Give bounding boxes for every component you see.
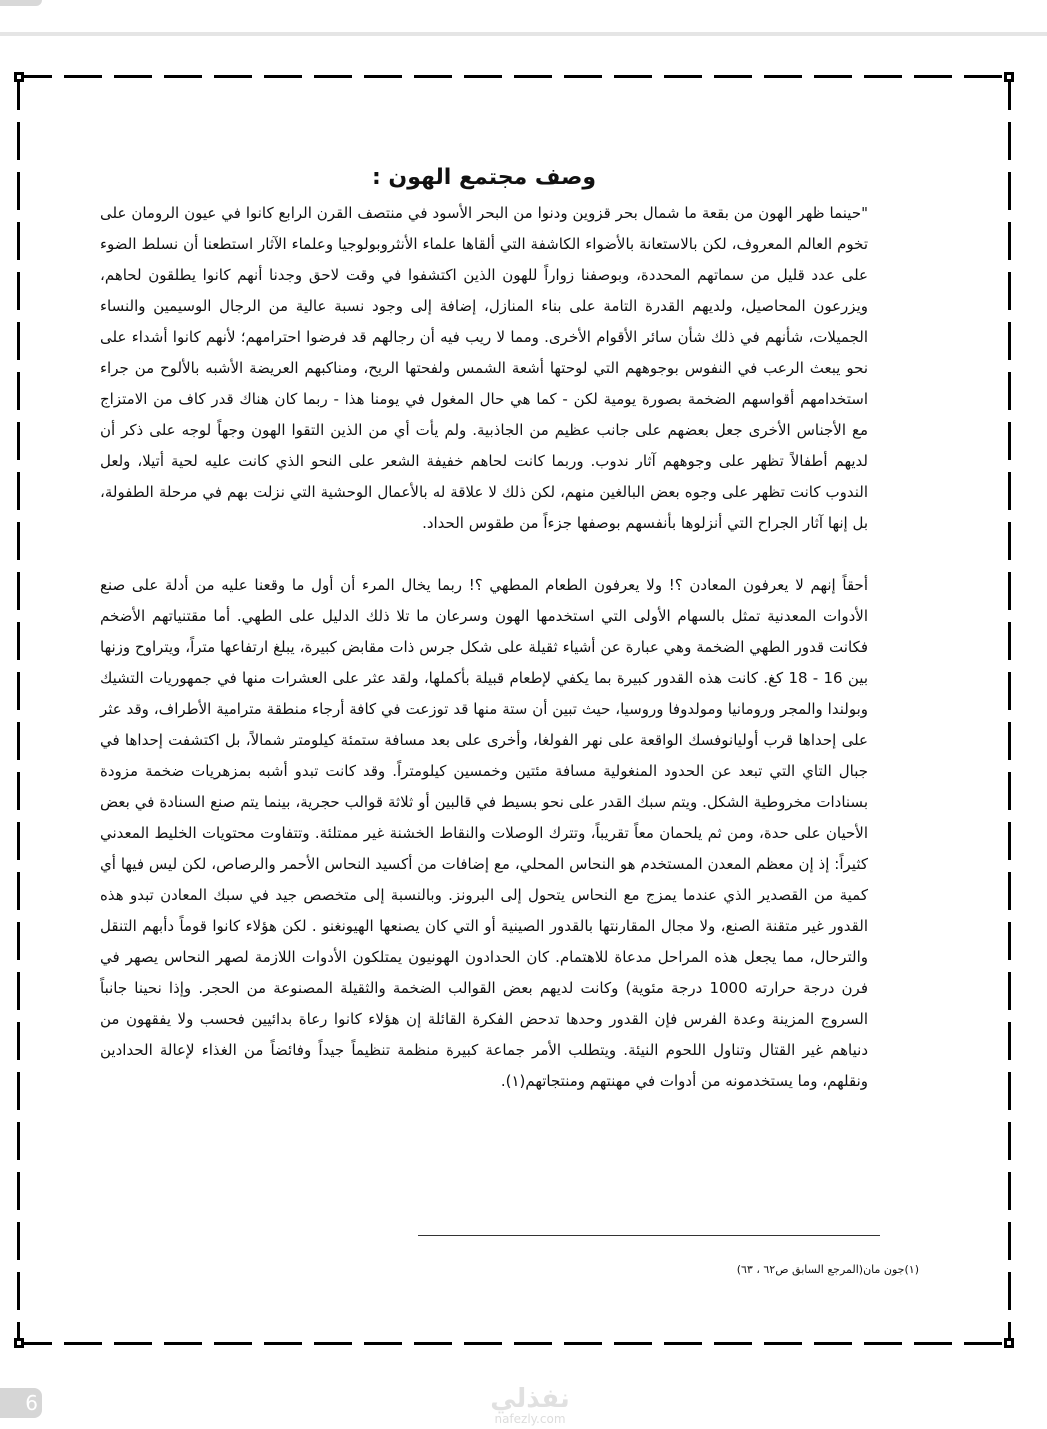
paragraph-spacer [100, 539, 868, 570]
frame-bottom-edge [14, 1338, 1014, 1348]
watermark-url: nafezly.com [494, 1412, 566, 1426]
frame-corner [14, 72, 24, 82]
article-title: وصف مجتمع الهون : [371, 165, 597, 190]
top-tab [0, 0, 42, 6]
frame-right-edge [1004, 72, 1014, 1348]
footnote-separator [418, 1235, 880, 1236]
article-paragraph-1: "حينما ظهر الهون من بقعة ما شمال بحر قزوين ودنوا من البحر الأسود في منتصف القرن الرابع كانوا في عيون الرومان على تخوم العالم المعروف، لكن بالاستعانة بالأضواء الكاشفة التي ألقاها علماء الأنثروبولوجيا وعلماء الآثار استطعنا أن نسلط الضوء على عدد قليل من سماتهم المحددة، وبوصفنا زواراً للهون الذين اكتشفوا في وقت لاحق وجدنا أنهم كانوا يطلقون لحاهم، ويزرعون المحاصيل، ولديهم القدرة التامة على بناء المنازل، إضافة إلى وجود نسبة عالية من الرجال الوسيمين والنساء الجميلات، شأنهم في ذلك شأن سائر الأقوام الأخرى. ومما لا ريب فيه أن رجالهم قد فرضوا احترامهم؛ لأنهم كانوا أشداء على نحو يبعث الرعب في النفوس بوجوههم التي لوحتها أشعة الشمس ولفحتها الريح، ومناكبهم العريضة الأشبه بالألوح من جراء استخدامهم أقواسهم الضخمة بصورة يومية لكن - كما هي حال المغول في يومنا هذا - ربما كان هناك قدر كاف من الامتزاج مع الأجناس الأخرى جعل بعضهم على جانب عظيم من الجاذبية. ولم يأت أي من الذين التقوا الهون وجهاً لوجه على ذكر أن لديهم أطفالاً تظهر على وجوههم آثار ندوب. وربما كانت لحاهم خفيفة الشعر على النحو الذي كانت عليه لحية أتيلا، ولعل الندوب كانت تظهر على وجوه بعض البالغين منهم، لكن ذلك لا علاقة له بالأعمال الوحشية التي نزلت بهم في مرحلة الطفولة، بل إنها آثار الجراح التي أنزلوها بأنفسهم بوصفها جزءاً من طقوس الحداد. [100, 204, 868, 532]
site-watermark [470, 1386, 590, 1426]
frame-corner [1004, 72, 1014, 82]
article-body [100, 158, 868, 1097]
top-toolbar-strip [0, 0, 1047, 36]
watermark-logo: نفذلي [490, 1384, 570, 1414]
footnote: (١)جون مان(المرجع السابق ص٦٢ ، ٦٣) [736, 1263, 919, 1276]
frame-top-edge [14, 72, 1014, 82]
article-paragraph-2: أحقاً إنهم لا يعرفون المعادن ؟! ولا يعرفون الطعام المطهي ؟! ربما يخال المرء أن أول ما وقعنا عليه من أدلة على صنع الأدوات المعدنية تمثل بالسهام الأولى التي استخدمها الهون وسرعان ما تلا ذلك الدليل على الطهي. أما مقتنياتهم الأضخم فكانت قدور الطهي الضخمة وهي عبارة عن أشياء ثقيلة على شكل جرس ذات مقابض كبيرة، يبلغ ارتفاعها متراً، ويتراوح وزنها بين 16 - 18 كغ. كانت هذه القدور كبيرة بما يكفي لإطعام قبيلة بأكملها، ولقد عثر على العشرات منها في جمهوريات التشيك وبولندا والمجر ورومانيا ومولدوفا وروسيا، حيث تبين أن ستة منها قد توزعت في كافة أرجاء منطقة مترامية الأطراف، وقد عثر على إحداها قرب أوليانوفسك الواقعة على نهر الفولغا، وأخرى على بعد مسافة ستمئة كيلومتر شمالاً، بل اكتشفت إحداها في جبال التاي التي تبعد عن الحدود المنغولية مسافة مئتين وخمسين كيلومتراً. وقد كانت تبدو أشبه بمزهريات ضخمة مزودة بسنادات مخروطية الشكل. ويتم سبك القدر على نحو بسيط في قالبين أو ثلاثة قوالب حجرية، بينما يتم صنع السنادة في بعض الأحيان على حدة، ومن ثم يلحمان معاً تقريباً، وتترك الوصلات والنقاط الخشنة غير ممتلئة. وتتفاوت محتويات الخليط المعدني كثيراً: إذ إن معظم المعدن المستخدم هو النحاس المحلي، مع إضافات من أكسيد النحاس الأحمر والرصاص، لكن ليس فيها أي كمية من القصدير الذي عندما يمزج مع النحاس يتحول إلى البرونز. وبالنسبة إلى متخصص جيد في سبك المعادن تبدو هذه القدور غير متقنة الصنع، ولا مجال المقارنتها بالقدور الصينية أو التي كان يصنعها الهيونغنو . لكن هؤلاء كانوا قوماً دأبهم التنقل والترحال، مما يجعل هذه المراحل مدعاة للاهتمام. كان الحدادون الهونيون يمتلكون الأدوات اللازمة لصهر النحاس يصهر في فرن درجة حرارته 1000 درجة مئوية) وكانت لديهم بعض القوالب الضخمة والثقيلة المصنوعة من الحجر. وإذا نحينا جانباً السروج المزينة وعدة الفرس فإن القدور وحدها تدحض الفكرة القائلة إن هؤلاء كانوا رعاة بدائيين فحسب ولا يفقهون من دنياهم غير القتال وتناول اللحوم النيئة. ويتطلب الأمر جماعة كبيرة منظمة تنظيماً جيداً وفائضاً من الغذاء لإعالة الحدادين ونقلهم، وما يستخدمونه من أدوات في مهنتهم ومنتجاتهم(١). [100, 576, 869, 1090]
page-number-tab[interactable]: 6 [0, 1388, 42, 1418]
frame-left-edge [14, 72, 24, 1348]
frame-corner [14, 1338, 24, 1348]
frame-corner [1004, 1338, 1014, 1348]
